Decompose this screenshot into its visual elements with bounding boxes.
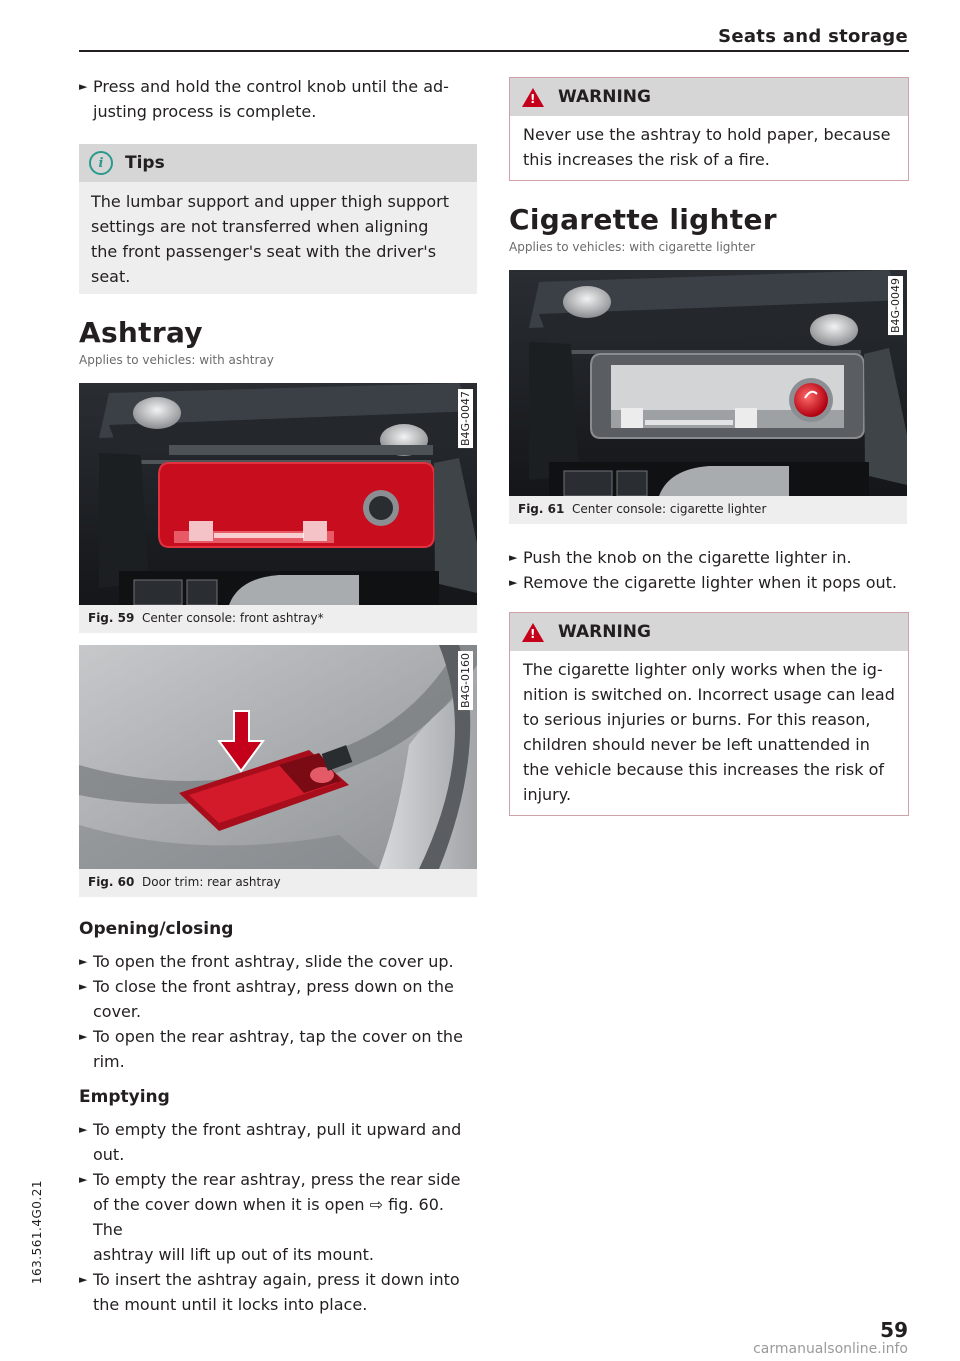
step-line: To close the front ashtray, press down on the	[93, 977, 454, 996]
step-line: justing process is complete.	[93, 102, 317, 121]
step-line: To empty the rear ashtray, press the rear side	[93, 1170, 461, 1189]
tips-header	[79, 144, 477, 182]
warning-box-ashtray	[509, 77, 909, 181]
warning-body	[510, 116, 908, 180]
figure-61-caption	[509, 496, 907, 524]
figure-61-code: B4G-0049	[889, 278, 902, 334]
warning-body	[510, 651, 908, 815]
opening-closing-heading: Opening/closing	[79, 919, 234, 939]
instruction-step	[79, 1267, 477, 1317]
text-line: settings are not transferred when aligning	[91, 217, 429, 236]
warning-box-lighter	[509, 612, 909, 816]
step-line: Remove the cigarette lighter when it pops out.	[523, 573, 897, 592]
step-arrow-icon: ►	[79, 1273, 88, 1286]
step-line: ashtray will lift up out of its mount.	[93, 1245, 374, 1264]
emptying-heading: Emptying	[79, 1087, 170, 1107]
document-code: 163.561.4G0.21	[30, 1180, 44, 1285]
right-column	[509, 77, 909, 816]
text-line: seat.	[91, 267, 131, 286]
text-line: Never use the ashtray to hold paper, because	[523, 125, 891, 144]
lighter-steps	[509, 545, 909, 595]
door-trim-ashtray-illustration	[79, 645, 477, 869]
figure-59-label: Fig. 59	[88, 611, 135, 625]
warning-header	[510, 78, 908, 116]
figure-59-caption	[79, 605, 477, 633]
watermark: carmanualsonline.info	[753, 1341, 908, 1357]
text-line: The lumbar support and upper thigh support	[91, 192, 449, 211]
emptying-steps	[79, 1117, 477, 1317]
step-line: Press and hold the control knob until the ad-	[93, 77, 449, 96]
warning-title: WARNING	[558, 87, 651, 107]
step-arrow-icon: ►	[79, 1173, 88, 1186]
step-line: To open the front ashtray, slide the cover up.	[93, 952, 454, 971]
cigarette-lighter-illustration	[509, 270, 907, 496]
step-arrow-icon: ►	[509, 576, 518, 589]
step-line: To insert the ashtray again, press it down into	[93, 1270, 460, 1289]
figure-59-image	[79, 383, 477, 605]
tips-box	[79, 144, 477, 294]
step-line: cover.	[93, 1002, 142, 1021]
step-arrow-icon: ►	[79, 980, 88, 993]
figure-60-image	[79, 645, 477, 869]
text-line: the vehicle because this increases the risk of	[523, 760, 885, 779]
warning-header	[510, 613, 908, 651]
intro-steps	[79, 74, 477, 124]
step-arrow-icon: ►	[509, 551, 518, 564]
text-line: nition is switched on. Incorrect usage can lead	[523, 685, 895, 704]
figure-61	[509, 270, 907, 524]
step-arrow-icon: ►	[79, 80, 88, 93]
text-line: the front passenger's seat with the driver's	[91, 242, 437, 261]
text-line: injury.	[523, 785, 572, 804]
instruction-step	[79, 974, 477, 1024]
figure-59-caption-text: Center console: front ashtray*	[141, 611, 324, 625]
left-column	[79, 74, 477, 1317]
step-line: the mount until it locks into place.	[93, 1295, 368, 1314]
figure-61-caption-text: Center console: cigarette lighter	[571, 502, 767, 516]
opening-closing-steps	[79, 949, 477, 1074]
step-arrow-icon: ►	[79, 955, 88, 968]
figure-60-caption	[79, 869, 477, 897]
warning-triangle-icon: !	[522, 623, 544, 642]
instruction-step	[509, 570, 909, 595]
text-line: The cigarette lighter only works when the ig-	[523, 660, 883, 679]
ashtray-heading: Ashtray	[79, 316, 203, 349]
step-line: To empty the front ashtray, pull it upward and	[93, 1120, 462, 1139]
step-line: Push the knob on the cigarette lighter in.	[523, 548, 852, 567]
section-title: Seats and storage	[718, 26, 908, 47]
cigarette-lighter-heading: Cigarette lighter	[509, 203, 777, 236]
warning-triangle-icon: !	[522, 88, 544, 107]
info-icon: i	[89, 151, 113, 175]
step-line: out.	[93, 1145, 125, 1164]
figure-59	[79, 383, 477, 633]
text-line: this increases the risk of a fire.	[523, 150, 770, 169]
figure-60-caption-text: Door trim: rear ashtray	[141, 875, 281, 889]
step-arrow-icon: ►	[79, 1123, 88, 1136]
instruction-step	[79, 949, 477, 974]
figure-61-label: Fig. 61	[518, 502, 565, 516]
figure-60-label: Fig. 60	[88, 875, 135, 889]
figure-61-image	[509, 270, 907, 496]
figure-60-code: B4G-0160	[459, 653, 472, 709]
instruction-step	[79, 1024, 477, 1074]
step-line: rim.	[93, 1052, 125, 1071]
figure-60	[79, 645, 477, 897]
instruction-step	[79, 1117, 477, 1167]
text-line: children should never be left unattended in	[523, 735, 870, 754]
page-number: 59	[880, 1318, 908, 1342]
figure-59-code: B4G-0047	[459, 391, 472, 447]
center-console-ashtray-illustration	[79, 383, 477, 605]
instruction-step	[79, 74, 477, 124]
instruction-step	[79, 1167, 477, 1267]
text-line: to serious injuries or burns. For this reason,	[523, 710, 871, 729]
tips-title: Tips	[125, 153, 165, 173]
ashtray-applies: Applies to vehicles: with ashtray	[79, 353, 274, 367]
tips-body	[79, 182, 477, 294]
instruction-step	[509, 545, 909, 570]
cigarette-lighter-applies: Applies to vehicles: with cigarette lighter	[509, 240, 756, 254]
header-rule	[79, 50, 909, 52]
step-line: To open the rear ashtray, tap the cover on the	[93, 1027, 463, 1046]
warning-title: WARNING	[558, 622, 651, 642]
step-line: of the cover down when it is open ⇨ fig. 60. The	[93, 1195, 444, 1239]
step-arrow-icon: ►	[79, 1030, 88, 1043]
